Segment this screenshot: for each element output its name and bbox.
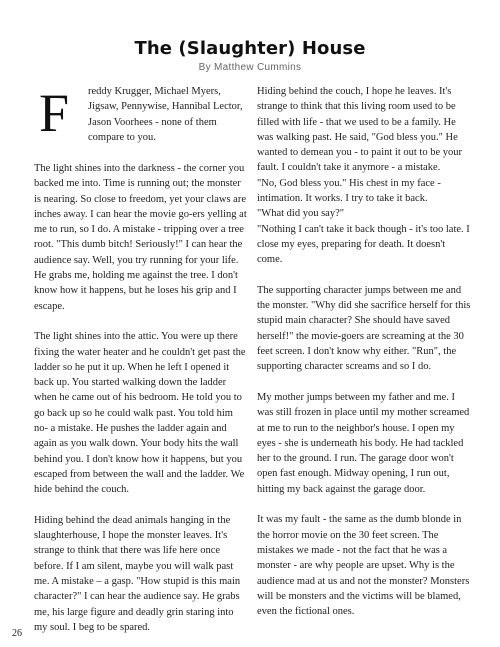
intro-block xyxy=(34,84,248,161)
article-title: The (Slaughter) House xyxy=(134,38,366,59)
page-number: 26 xyxy=(12,628,22,639)
intro-text xyxy=(88,84,248,145)
body-paragraph xyxy=(257,84,471,268)
intro-line: Jason Voorhees - none of them xyxy=(88,116,217,128)
right-column xyxy=(257,84,471,619)
intro-line: reddy Krugger, Michael Myers, xyxy=(88,86,221,97)
paragraph-line: "Nothing I can't take it back though - it's too late. I close my eyes, preparing for death. It doesn't come. xyxy=(257,223,470,266)
body-paragraph: The light shines into the attic. You were up there fixing the water heater and he couldn't get past the ladder so he put it up. When he left I opened it back up. You started walking down the ladder when he came out of his bedroom. He told you to go back up so he could walk past. You told him no- a mistake. He pushes the ladder again and again as you walk down. Your body hits the wall behind you. I don't know how it happens, but you escaped from between the wall and the ladder. We hide behind the couch. xyxy=(34,331,246,496)
intro-line: compare to you. xyxy=(88,131,156,143)
paragraph-line: Hiding behind the couch, I hope he leaves. It's strange to think that this living room used to be filled with life - that we used to be a family. He was walking past. He said, "God bless you." He wanted to demean you - to paint it out to be your fault. I couldn't take it anymore - a mistake. xyxy=(257,86,462,174)
drop-cap: F xyxy=(39,83,70,143)
body-paragraph: The light shines into the darkness - the corner you backed me into. Time is running out; the monster is nearing. So close to freedom, yet your claws are inches away. I can hear the movie go-ers yelling at me to run, so I do. A mistake - tripping over a tree root. "This dumb bitch! Seriously!" I can hear the audience say. Well, you try running for your life. He grabs me, holding me against the tree. I don't know how it happens, but he loses his grip and I escape. xyxy=(34,163,247,312)
body-paragraph: The supporting character jumps between me and the monster. "Why did she sacrifice herself for this stupid main character? She should have saved herself!" the movie-goers are screaming at the 30 feet screen. I don't know why either. "Run", the supporting character screams and so I do. xyxy=(257,284,471,373)
body-paragraph: It was my fault - the same as the dumb blonde in the horror movie on the 30 feet screen. The mistakes we made - not the fact that he was a monster - are why people are upset. Why is the audience mad at us and not the monster? Monsters will be monsters and the victims will be blamed, even the fictional ones. xyxy=(257,514,470,618)
paragraph-line: "What did you say?" xyxy=(257,208,345,220)
body-paragraph: Hiding behind the dead animals hanging in the slaughterhouse, I hope the monster leaves. It's strange to think that there was life here once before. If I am silent, maybe you will walk past me. A mistake – a gasp. "How stupid is this main character?" I can hear the audience say. He grabs me, his large figure and deadly grin staring into my soul. I beg to be spared. xyxy=(34,514,241,633)
body-paragraph: My mother jumps between my father and me. I was still frozen in place until my mother screamed at me to run to the neighbor's house. I open my eyes - she is underneath his body. He had tackled her to the ground. I run. The garage door won't open fast enough. Midway opening, I run out, hitting my back against the garage door. xyxy=(257,391,470,495)
paragraph-line: "No, God bless you." His chest in my face - intimation. It works. I try to take it back. xyxy=(257,177,441,205)
article-byline: By Matthew Cummins xyxy=(198,62,302,73)
intro-line: Jigsaw, Pennywise, Hannibal Lector, xyxy=(88,101,243,113)
left-column xyxy=(34,84,248,635)
